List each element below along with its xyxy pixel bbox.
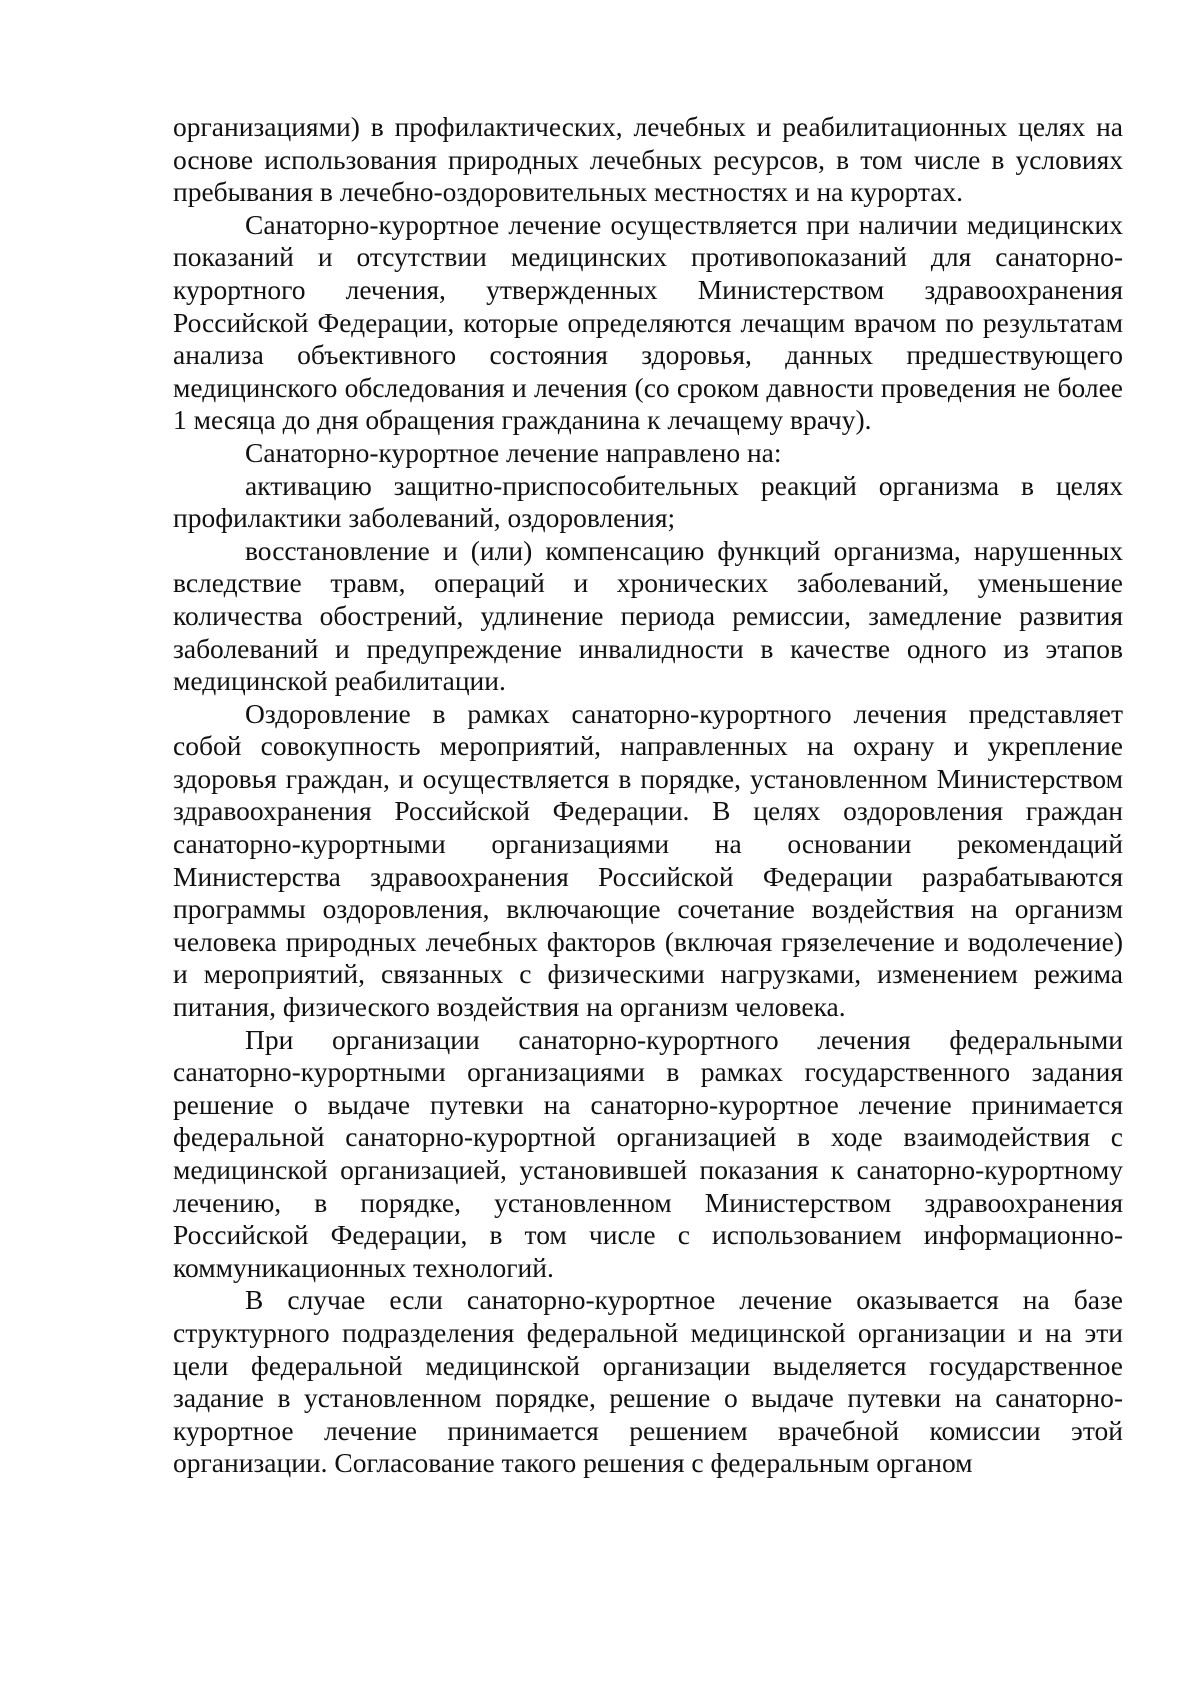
paragraph-aim-restoration: восстановление и (или) компенсацию функций организма, нарушенных вследствие травм, операций и хронических заболеваний, уменьшение количества обострений, удлинение периода ремиссии, замедление развития заболеваний и предупреждение инвалидности в качестве одного из этапов медицинской реабилитации.	[173, 534, 1123, 697]
paragraph-structural-division: В случае если санаторно-курортное лечение оказывается на базе структурного подразделения федеральной медицинской организации и на эти цели федеральной медицинской организации выделяется государственное задание в установленном порядке, решение о выдаче путевки на санаторно-курортное лечение принимается решением врачебной комиссии этой организации. Согласование такого решения с федеральным органом	[173, 1284, 1123, 1479]
paragraph-aims-intro: Санаторно-курортное лечение направлено на:	[245, 436, 782, 468]
paragraph-health-improvement: Оздоровление в рамках санаторно-курортного лечения представляет собой совокупность мероприятий, направленных на охрану и укрепление здоровья граждан, и осуществляется в порядке, установленном Министерством здравоохранения Российской Федерации. В целях оздоровления граждан санаторно-курортными организациями на основании рекомендаций Министерства здравоохранения Российской Федерации разрабатываются программы оздоровления, включающие сочетание воздействия на организм человека природных лечебных факторов (включая грязелечение и водолечение) и мероприятий, связанных с физическими нагрузками, изменением режима питания, физического воздействия на организм человека.	[173, 697, 1123, 1023]
paragraph-aim-activation: активацию защитно-приспособительных реакций организма в целях профилактики заболеваний, оздоровления;	[173, 469, 1123, 534]
document-page	[173, 111, 1123, 1480]
paragraph-continuation: организациями) в профилактических, лечебных и реабилитационных целях на основе использования природных лечебных ресурсов, в том числе в условиях пребывания в лечебно-оздоровительных местностях и на курортах.	[173, 111, 1123, 208]
paragraph-indications: Санаторно-курортное лечение осуществляется при наличии медицинских показаний и отсутствии медицинских противопоказаний для санаторно-курортного лечения, утвержденных Министерством здравоохранения Российской Федерации, которые определяются лечащим врачом по результатам анализа объективного состояния здоровья, данных предшествующего медицинского обследования и лечения (со сроком давности проведения не более 1 месяца до дня обращения гражданина к лечащему врачу).	[173, 208, 1123, 436]
paragraph-federal-organizations: При организации санаторно-курортного лечения федеральными санаторно-курортными организациями в рамках государственного задания решение о выдаче путевки на санаторно-курортное лечение принимается федеральной санаторно-курортной организацией в ходе взаимодействия с медицинской организацией, установившей показания к санаторно-курортному лечению, в порядке, установленном Министерством здравоохранения Российской Федерации, в том числе с использованием информационно-коммуникационных технологий.	[173, 1023, 1123, 1283]
